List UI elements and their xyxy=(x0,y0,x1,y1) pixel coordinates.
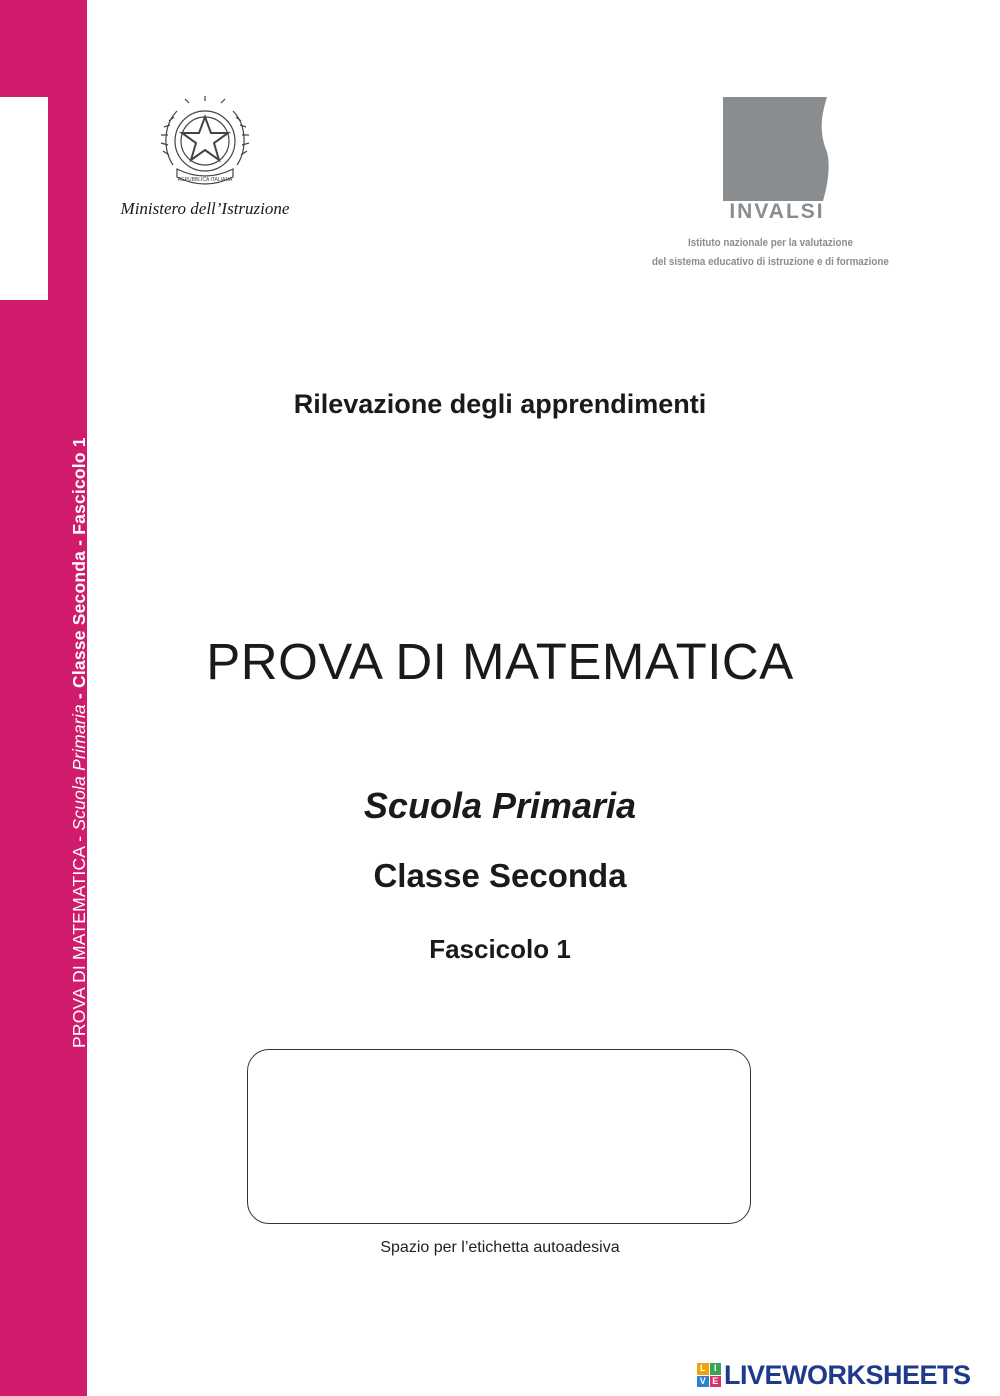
invalsi-description-line1: Istituto nazionale per la valutazione xyxy=(688,237,853,249)
ministry-header xyxy=(100,95,310,219)
invalsi-logo-icon xyxy=(723,97,831,201)
liveworksheets-watermark xyxy=(697,1361,971,1389)
logo-letter-l: L xyxy=(697,1363,709,1375)
logo-letter-v: V xyxy=(697,1376,709,1388)
logo-letter-e: E xyxy=(710,1376,722,1388)
booklet-number: Fascicolo 1 xyxy=(429,934,571,964)
survey-title: Rilevazione degli apprendimenti xyxy=(293,389,707,419)
ministry-name: Ministero dell’Istruzione xyxy=(120,199,290,218)
italian-republic-emblem-icon xyxy=(159,95,251,193)
logo-letter-i: I xyxy=(710,1363,722,1375)
liveworksheets-logo-icon xyxy=(697,1363,721,1387)
sticker-label-box xyxy=(247,1049,751,1224)
sticker-label-caption: Spazio per l’etichetta autoadesiva xyxy=(380,1239,620,1256)
emblem-label: REPUBBLICA ITALIANA xyxy=(177,177,233,183)
school-level: Scuola Primaria xyxy=(363,785,637,826)
invalsi-name: INVALSI xyxy=(729,200,825,223)
invalsi-description-line2: del sistema educativo di istruzione e di formazione xyxy=(652,256,889,268)
class-name: Classe Seconda xyxy=(373,857,627,894)
side-band-separator: - xyxy=(69,687,89,705)
side-band-class-booklet: Classe Seconda - Fascicolo 1 xyxy=(69,437,89,688)
side-band-school: Scuola Primaria xyxy=(69,704,89,831)
side-notch xyxy=(0,97,48,300)
side-band-subject: PROVA DI MATEMATICA - xyxy=(69,830,89,1048)
page-title: PROVA DI MATEMATICA xyxy=(206,633,794,690)
liveworksheets-text: LIVEWORKSHEETS xyxy=(724,1359,971,1390)
